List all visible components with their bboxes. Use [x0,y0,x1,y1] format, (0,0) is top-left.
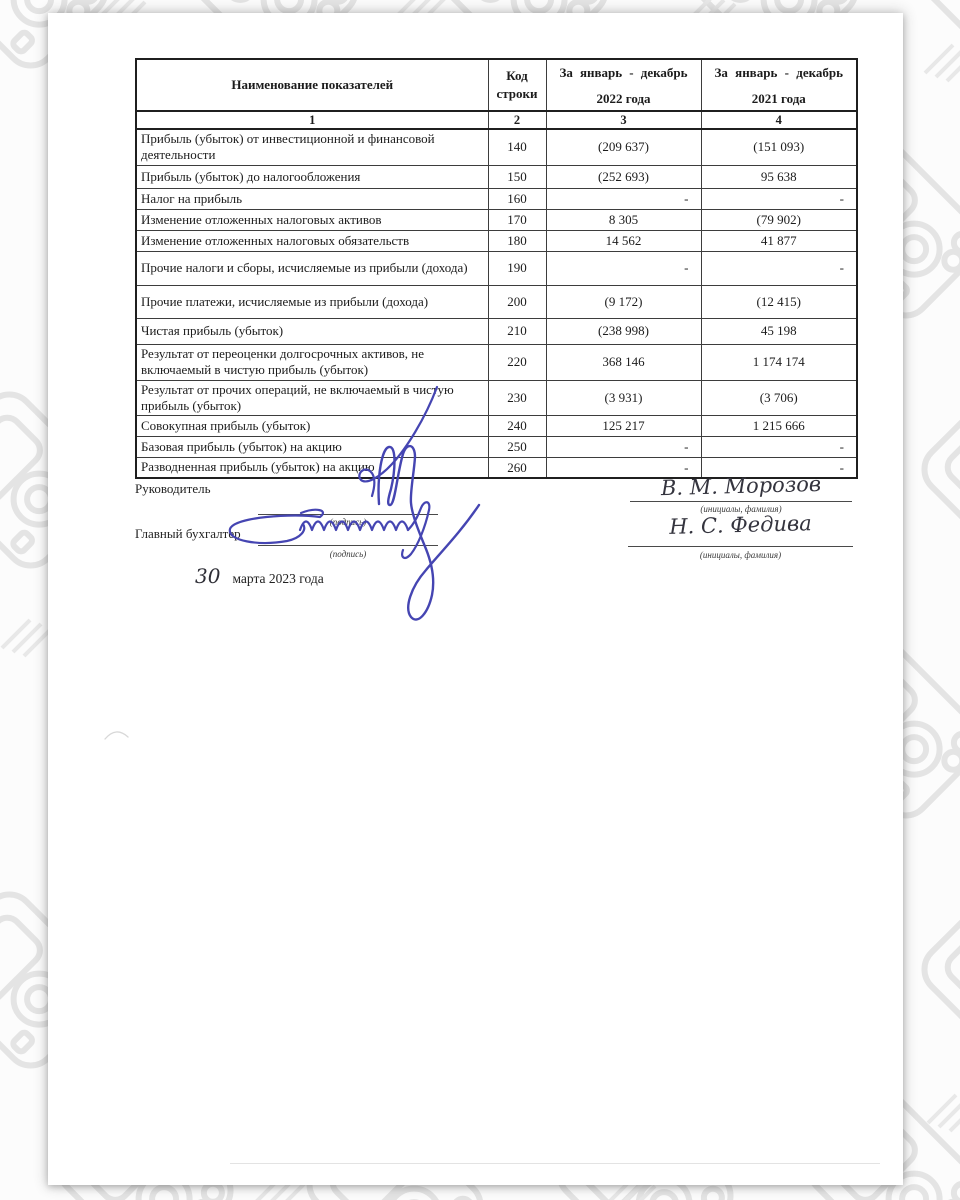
value-2022: (252 693) [546,165,701,188]
table-row [136,318,857,344]
table-row [136,416,857,437]
row-code: 150 [488,165,546,188]
row-code: 140 [488,129,546,165]
table-header-row [136,59,857,111]
accountant-name-line [628,546,853,547]
value-2021: - [701,251,857,285]
value-2022: - [546,188,701,209]
value-2022: 14 562 [546,230,701,251]
value-2021: 1 174 174 [701,344,857,380]
faint-pencil-mark [105,732,128,739]
value-2022: (3 931) [546,380,701,416]
header-line-code-line1: Код [506,68,528,84]
header-period-2021 [701,59,857,111]
value-2021: - [701,437,857,458]
table-row [136,230,857,251]
value-2021: 45 198 [701,318,857,344]
accountant-name-handwritten: Н. С. Федива [668,511,813,539]
row-label: Чистая прибыль (убыток) [136,318,488,344]
value-2021: (79 902) [701,209,857,230]
header-line-code [488,59,546,111]
row-code: 210 [488,318,546,344]
row-label: Изменение отложенных налоговых обязательств [136,230,488,251]
table-row [136,188,857,209]
value-2021: - [701,188,857,209]
row-code: 170 [488,209,546,230]
accountant-signature-caption: (подпись) [329,549,367,559]
table-row [136,209,857,230]
column-numbers-row [136,111,857,129]
value-2021: 95 638 [701,165,857,188]
document-page [48,13,903,1185]
row-label: Совокупная прибыль (убыток) [136,416,488,437]
header-period-2021-line2: 2021 года [751,91,806,106]
value-2022: - [546,458,701,478]
row-code: 160 [488,188,546,209]
value-2022: (9 172) [546,285,701,318]
value-2021: (151 093) [701,129,857,165]
financial-table [135,58,858,479]
table-row [136,437,857,458]
director-signature-line [258,514,438,515]
row-code: 260 [488,458,546,478]
header-period-2022 [546,59,701,111]
chief-accountant-label: Главный бухгалтер [135,526,241,541]
director-name-handwritten: В. М. Морозов [660,471,822,501]
director-name-line [630,501,852,502]
row-code: 200 [488,285,546,318]
row-label: Изменение отложенных налоговых активов [136,209,488,230]
accountant-signature-line [258,545,438,546]
column-number-1: 1 [136,111,488,129]
header-indicators: Наименование показателей [136,59,488,111]
header-period-2022-line1: За январь - декабрь [559,65,688,80]
row-label: Прочие налоги и сборы, исчисляемые из прибыли (дохода) [136,251,488,285]
row-label: Базовая прибыль (убыток) на акцию [136,437,488,458]
date-day-handwritten: 30 [195,564,221,588]
column-number-3: 3 [546,111,701,129]
value-2021: (3 706) [701,380,857,416]
value-2022: (209 637) [546,129,701,165]
value-2022: 8 305 [546,209,701,230]
row-code: 230 [488,380,546,416]
value-2021: 1 215 666 [701,416,857,437]
table-row [136,129,857,165]
row-label: Прочие платежи, исчисляемые из прибыли (дохода) [136,285,488,318]
value-2021: - [701,458,857,478]
director-signature-caption: (подпись) [329,517,367,527]
value-2022: - [546,437,701,458]
row-code: 190 [488,251,546,285]
header-period-2022-line2: 2022 года [596,91,651,106]
row-code: 250 [488,437,546,458]
row-code: 180 [488,230,546,251]
value-2022: - [546,251,701,285]
row-label: Прибыль (убыток) от инвестиционной и финансовой деятельности [136,129,488,165]
header-period-2021-line1: За январь - декабрь [714,65,843,80]
date-text: марта 2023 года [232,571,324,586]
row-code: 240 [488,416,546,437]
table-row [136,285,857,318]
date-row [195,564,324,588]
row-label: Прибыль (убыток) до налогообложения [136,165,488,188]
table-row [136,344,857,380]
value-2022: 125 217 [546,416,701,437]
value-2021: (12 415) [701,285,857,318]
director-label: Руководитель [135,481,211,496]
row-label: Результат от переоценки долгосрочных активов, не включаемый в чистую прибыль (убыток) [136,344,488,380]
row-label: Разводненная прибыль (убыток) на акцию [136,458,488,478]
table-row [136,251,857,285]
header-line-code-line2: строки [496,86,538,101]
financial-table-body [136,129,857,478]
row-label: Результат от прочих операций, не включаемый в чистую прибыль (убыток) [136,380,488,416]
row-code: 220 [488,344,546,380]
scan-artifact-line [230,1163,880,1164]
table-row [136,380,857,416]
director-initials-caption: (инициалы, фамилия) [700,504,782,514]
row-label: Налог на прибыль [136,188,488,209]
column-number-2: 2 [488,111,546,129]
table-row [136,165,857,188]
value-2022: (238 998) [546,318,701,344]
column-number-4: 4 [701,111,857,129]
value-2022: 368 146 [546,344,701,380]
accountant-initials-caption: (инициалы, фамилия) [699,550,782,560]
value-2021: 41 877 [701,230,857,251]
